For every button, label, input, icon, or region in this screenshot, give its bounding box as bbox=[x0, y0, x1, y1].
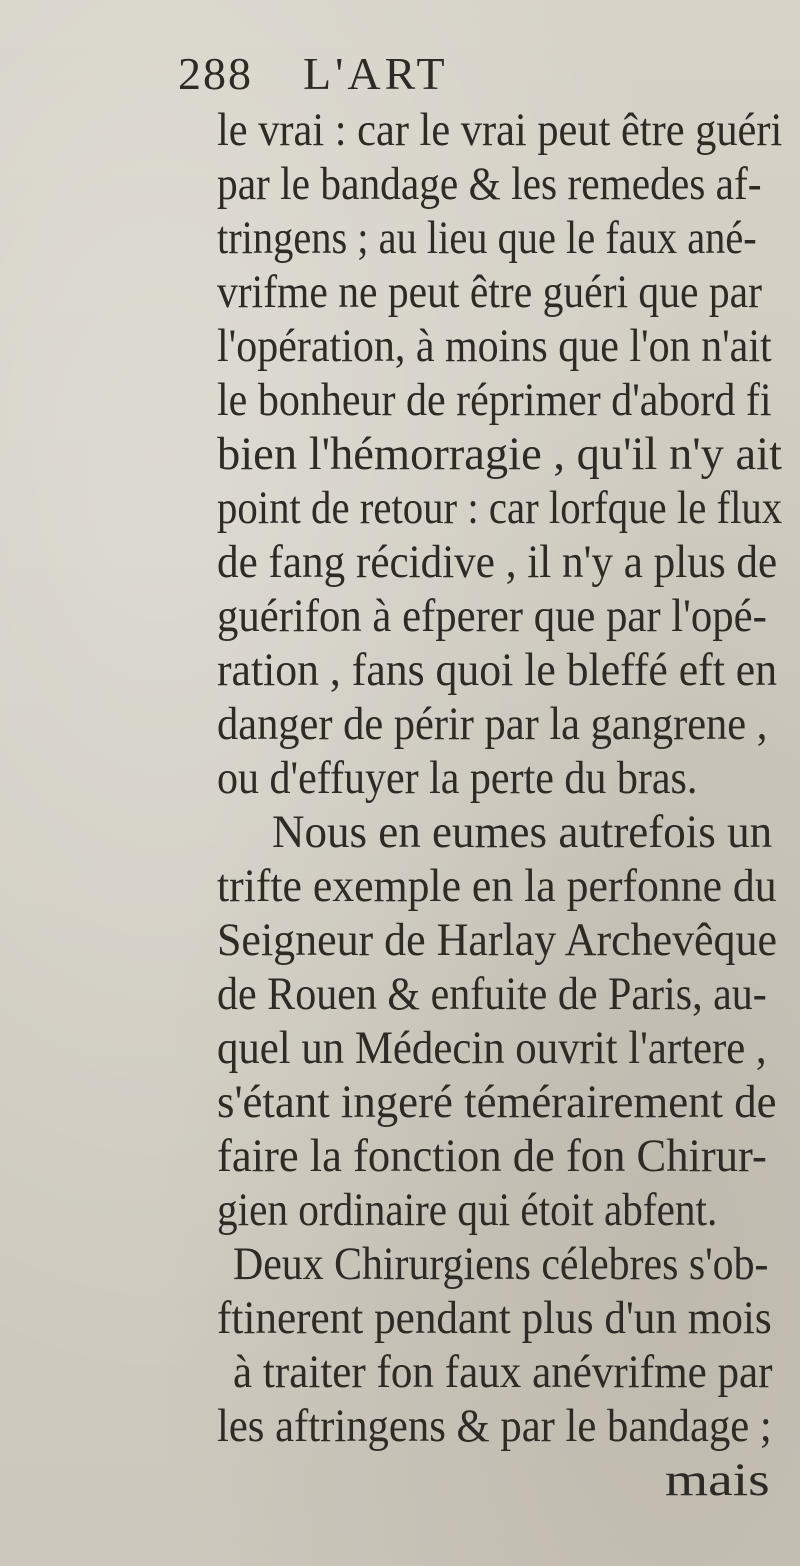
text-line: faire la fonction de fon Chirur- bbox=[217, 1130, 767, 1182]
text-line: vrifme ne peut être guéri que par bbox=[217, 266, 762, 318]
text-line: mais bbox=[665, 1454, 770, 1506]
text-line: tringens ; au lieu que le faux ané- bbox=[217, 212, 757, 264]
text-line: le bonheur de réprimer d'abord fi bbox=[217, 374, 772, 426]
page-number: 288 bbox=[178, 48, 253, 99]
text-line: le vrai : car le vrai peut être guéri bbox=[217, 104, 783, 156]
text-line: à traiter fon faux anévrifme par bbox=[233, 1346, 773, 1398]
text-line: les aftringens & par le bandage ; bbox=[217, 1400, 772, 1452]
text-line: guérifon à efperer que par l'opé- bbox=[217, 590, 767, 642]
text-line: de Rouen & enfuite de Paris, au- bbox=[217, 968, 767, 1020]
text-line: Seigneur de Harlay Archevêque bbox=[217, 914, 777, 966]
text-line: l'opération, à moins que l'on n'ait bbox=[217, 320, 772, 372]
text-line: bien l'hémorragie , qu'il n'y ait bbox=[217, 428, 782, 480]
text-line: trifte exemple en la perfonne du bbox=[217, 860, 777, 912]
text-line: point de retour : car lorfque le flux bbox=[217, 482, 783, 534]
text-line: Deux Chirurgiens célebres s'ob- bbox=[233, 1238, 769, 1290]
text-line: quel un Médecin ouvrit l'artere , bbox=[217, 1022, 767, 1074]
text-line: ration , fans quoi le bleffé eft en bbox=[217, 644, 778, 696]
text-line: ftinerent pendant plus d'un mois bbox=[217, 1292, 772, 1344]
text-line: s'étant ingeré témérairement de bbox=[217, 1076, 777, 1128]
running-title: L'ART bbox=[303, 48, 449, 99]
text-line: danger de périr par la gangrene , bbox=[217, 698, 768, 750]
text-line: de fang récidive , il n'y a plus de bbox=[217, 536, 778, 588]
text-line: gien ordinaire qui étoit abfent. bbox=[217, 1184, 718, 1236]
text-line: ou d'effuyer la perte du bras. bbox=[217, 752, 698, 804]
text-line: Nous en eumes autrefois un bbox=[272, 806, 773, 858]
text-line: par le bandage & les remedes af- bbox=[217, 158, 762, 210]
